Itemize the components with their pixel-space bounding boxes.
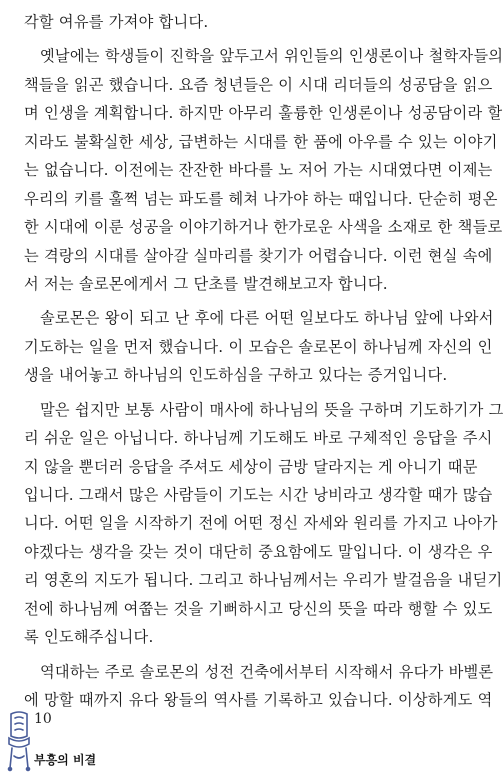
text-line: 록 인도해주십니다. [24,628,154,647]
text-line: 한 시대에 이룬 성공을 이야기하거나 한가로운 사색을 소재로 한 책들로 [24,218,503,237]
text-line: 각할 여유를 가져야 합니다. [24,13,209,31]
text-line: 전에 하나님께 여쭙는 것을 기뻐하시고 당신의 뜻을 따라 행할 수 있도 [24,599,493,618]
page-footer [6,706,146,776]
text-line: 리 영혼의 지도가 됩니다. 그리고 하나님께서는 우리가 발걸음을 내딛기 [24,571,503,590]
text-line: 말은 쉽지만 보통 사람이 매사에 하나님의 뜻을 구하며 기도하기가 그 [40,400,504,419]
text-line: 에 망할 때까지 유다 왕들의 역사를 기록하고 있습니다. 이상하게도 역 [24,691,493,710]
text-line: 옛날에는 학생들이 진학을 앞두고서 위인들의 인생론이나 철학자들의 [40,47,504,66]
page-number: 10 [34,711,52,727]
text-line: 는 없습니다. 이전에는 잔잔한 바다를 노 저어 가는 시대였다면 이제는 [24,161,493,180]
text-line: 책들을 읽곤 했습니다. 요즘 청년들은 이 시대 리더들의 성공담을 읽으 [24,75,493,94]
text-line: 생을 내어놓고 하나님의 인도하심을 구하고 있다는 증거입니다. [24,366,448,385]
text-line: 서 저는 솔로몬에게서 그 단초를 발견해보고자 합니다. [24,274,388,293]
text-line: 니다. 어떤 일을 시작하기 전에 어떤 정신 자세와 원리를 가지고 나아가 [24,514,498,533]
chair-ornament-icon [6,710,32,772]
text-line: 역대하는 주로 솔로몬의 성전 건축에서부터 시작해서 유다가 바벨론 [40,662,494,681]
text-line: 리 쉬운 일은 아닙니다. 하나님께 기도해도 바로 구체적인 응답을 주시 [24,429,493,448]
text-line: 입니다. 그래서 많은 사람들이 기도는 시간 낭비라고 생각할 때가 많습 [24,486,493,504]
text-line: 기도하는 일을 먼저 했습니다. 이 모습은 솔로몬이 하나님께 자신의 인 [24,337,493,356]
text-line: 지라도 불확실한 세상, 급변하는 시대를 한 품에 아우를 수 있는 이야기 [24,132,498,151]
text-line: 야겠다는 생각을 갖는 것이 대단히 중요함에도 말입니다. 이 생각은 우 [24,542,493,561]
book-title: 부흥의 비결 [34,753,97,767]
text-line: 솔로몬은 왕이 되고 난 후에 다른 어떤 일보다도 하나님 앞에 나와서 [40,309,494,328]
text-line: 는 격랑의 시대를 살아갈 실마리를 찾기가 어렵습니다. 이런 현실 속에 [24,246,493,265]
text-line: 지 않을 뿐더러 응답을 주셔도 세상이 금방 달라지는 게 아니기 때문 [24,457,478,476]
text-line: 우리의 키를 훌쩍 넘는 파도를 헤쳐 나가야 하는 때입니다. 단순히 평온 [24,189,498,208]
body-text [24,8,504,715]
text-line: 며 인생을 계획합니다. 하지만 아무리 훌륭한 인생론이나 성공담이라 할 [24,104,503,123]
